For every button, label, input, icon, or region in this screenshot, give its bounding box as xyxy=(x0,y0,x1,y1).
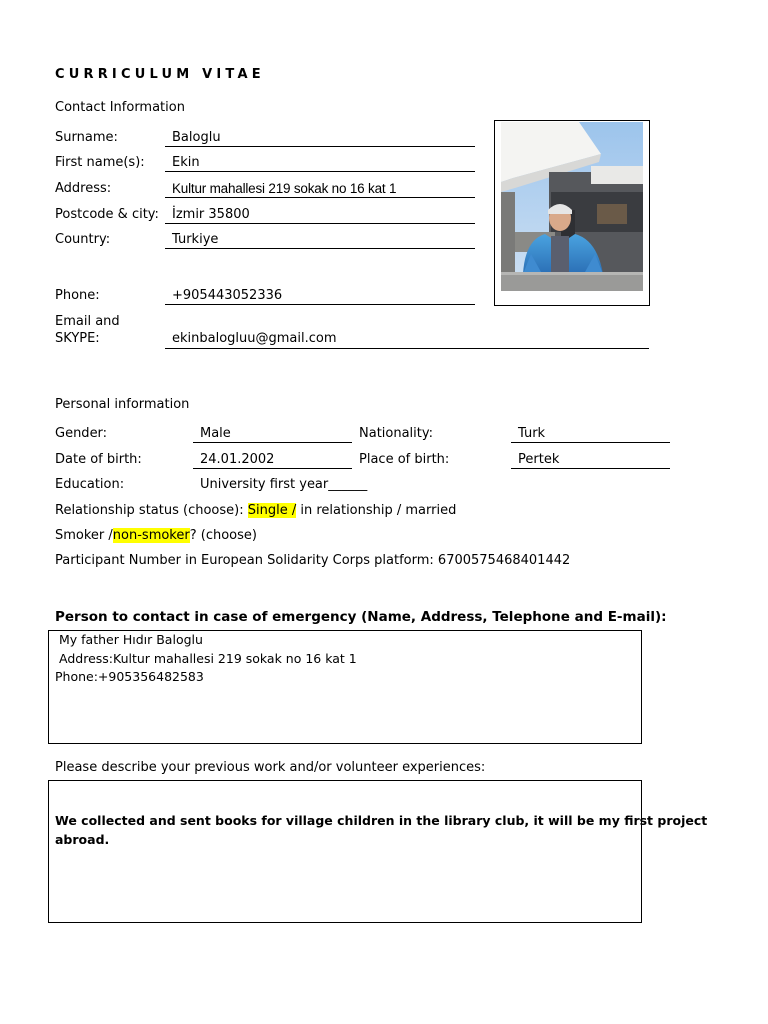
address-underline xyxy=(165,197,475,198)
country-label: Country: xyxy=(55,232,111,247)
surname-value: Baloglu xyxy=(172,130,221,145)
address-value: Kultur mahallesi 219 sokak no 16 kat 1 xyxy=(172,181,397,196)
country-value: Turkiye xyxy=(172,232,219,247)
contact-heading: Contact Information xyxy=(55,100,185,115)
email-label-line2: SKYPE: xyxy=(55,331,100,346)
education-value: University first year______ xyxy=(200,477,368,492)
firstname-value: Ekin xyxy=(172,155,200,170)
smoker-selected: non-smoker xyxy=(112,528,190,543)
emergency-line-1: My father Hıdır Baloglu xyxy=(59,632,203,647)
address-label: Address: xyxy=(55,181,112,196)
email-value: ekinbalogluu@gmail.com xyxy=(172,331,337,346)
smoker-prefix: Smoker / xyxy=(55,528,113,543)
dob-underline xyxy=(193,468,352,469)
personal-heading: Personal information xyxy=(55,397,190,412)
smoker-status xyxy=(55,528,257,543)
experience-box[interactable] xyxy=(48,780,708,923)
phone-value: +905443052336 xyxy=(172,288,283,303)
phone-underline xyxy=(165,304,475,305)
firstname-label: First name(s): xyxy=(55,155,145,170)
pob-underline xyxy=(511,468,670,469)
email-label-line1: Email and xyxy=(55,314,120,329)
relationship-prefix: Relationship status (choose): xyxy=(55,503,248,518)
surname-label: Surname: xyxy=(55,130,118,145)
emergency-heading: Person to contact in case of emergency (Name, Address, Telephone and E-mail): xyxy=(55,609,667,625)
dob-value: 24.01.2002 xyxy=(200,452,275,467)
firstname-underline xyxy=(165,171,475,172)
phone-label: Phone: xyxy=(55,288,100,303)
profile-photo xyxy=(501,122,643,291)
photo-frame xyxy=(494,120,650,306)
pob-label: Place of birth: xyxy=(359,452,450,467)
postcode-value: İzmir 35800 xyxy=(172,207,250,222)
country-underline xyxy=(165,248,475,249)
gender-label: Gender: xyxy=(55,426,108,441)
education-label: Education: xyxy=(55,477,125,492)
nationality-value: Turk xyxy=(518,426,546,441)
email-underline xyxy=(165,348,649,349)
postcode-label: Postcode & city: xyxy=(55,207,159,222)
nationality-label: Nationality: xyxy=(359,426,434,441)
pob-value: Pertek xyxy=(518,452,560,467)
surname-underline xyxy=(165,146,475,147)
relationship-selected: Single / xyxy=(247,503,297,518)
nationality-underline xyxy=(511,442,670,443)
emergency-line-3: Phone:+905356482583 xyxy=(55,669,204,684)
dob-label: Date of birth: xyxy=(55,452,142,467)
relationship-rest: in relationship / married xyxy=(296,503,457,518)
emergency-box[interactable] xyxy=(48,630,642,744)
smoker-rest: ? (choose) xyxy=(189,528,257,543)
experience-line-1: We collected and sent books for village children in the library club, it will be my first project xyxy=(55,813,708,828)
participant-number: Participant Number in European Solidarity Corps platform: 6700575468401442 xyxy=(55,553,571,568)
gender-underline xyxy=(193,442,352,443)
emergency-line-2: Address:Kultur mahallesi 219 sokak no 16 kat 1 xyxy=(59,651,357,666)
cv-title: CURRICULUM VITAE xyxy=(55,67,265,82)
postcode-underline xyxy=(165,223,475,224)
experience-line-2: abroad. xyxy=(55,832,110,847)
relationship-status xyxy=(55,503,456,518)
gender-value: Male xyxy=(200,426,231,441)
experience-prompt: Please describe your previous work and/or volunteer experiences: xyxy=(55,760,486,775)
